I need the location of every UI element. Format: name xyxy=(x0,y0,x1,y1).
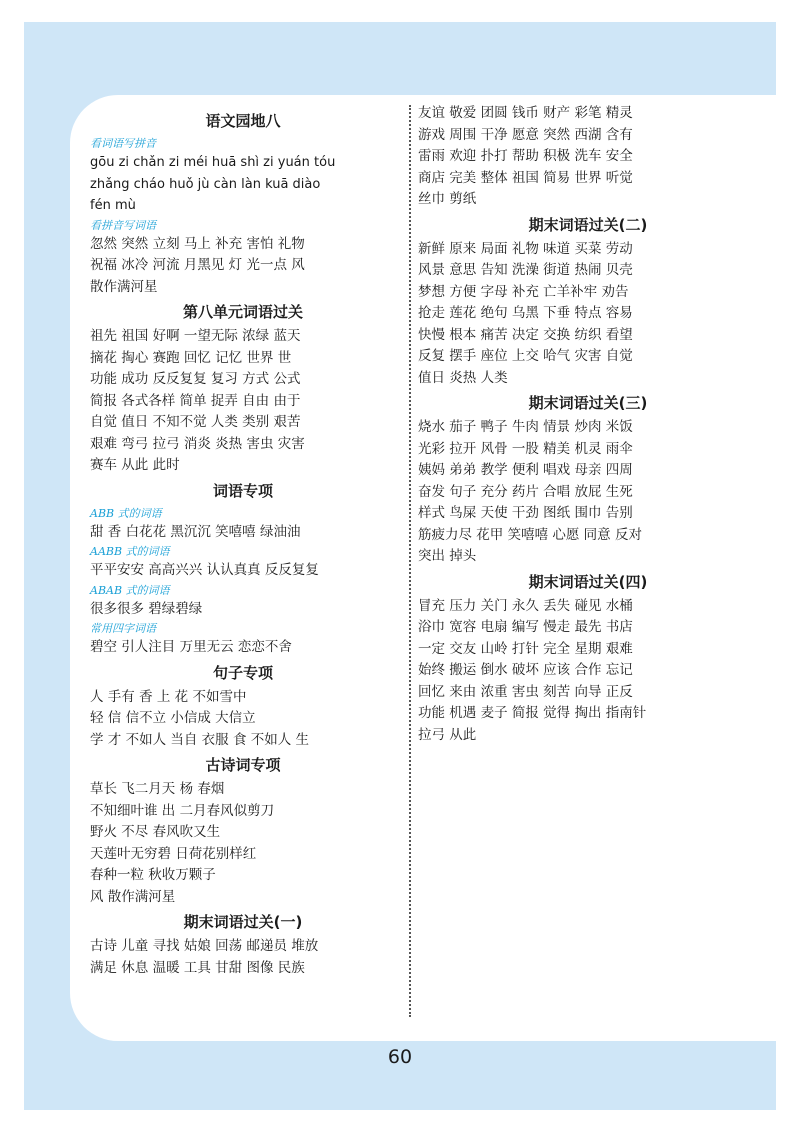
word-line: 样式 鸟屎 天使 干劲 图纸 围巾 告别 xyxy=(418,505,633,521)
word-line: 碧空 引人注目 万里无云 恋恋不舍 xyxy=(90,639,292,655)
word-line: 古诗 儿童 寻找 姑娘 回荡 邮递员 堆放 xyxy=(90,938,319,954)
word-line: 反复 摆手 座位 上交 哈气 灾害 自觉 xyxy=(418,348,633,364)
word-line: 突出 掉头 xyxy=(418,548,477,564)
word-line: 奋发 句子 充分 药片 合唱 放屁 生死 xyxy=(418,483,633,500)
section-title: 第八单元词语过关 xyxy=(182,303,303,321)
word-line: 商店 完美 整体 祖国 简易 世界 听觉 xyxy=(418,169,633,186)
pinyin-line: gōu zi chǎn zi méi huā shì zi yuán tóu xyxy=(90,155,336,170)
subheading: 常用四字词语 xyxy=(90,622,156,635)
page-number: 60 xyxy=(387,1046,413,1068)
section-title: 句子专项 xyxy=(212,663,273,682)
pinyin-line: fén mù xyxy=(90,198,136,213)
word-line: 回忆 来由 浓重 害虫 刻苦 向导 正反 xyxy=(418,683,633,700)
section-title: 期末词语过关(一) xyxy=(183,913,303,931)
word-line: 冒充 压力 关门 永久 丢失 碰见 水桶 xyxy=(418,597,633,614)
word-line: 忽然 突然 立刻 马上 补充 害怕 礼物 xyxy=(90,235,305,252)
answer-sheet xyxy=(70,95,776,1041)
section-title: 期末词语过关(三) xyxy=(528,394,648,412)
word-line: 一定 交友 山岭 打针 完全 星期 艰难 xyxy=(418,640,633,657)
word-line: 筋疲力尽 花甲 笑嘻嘻 心愿 同意 反对 xyxy=(418,526,642,543)
subheading: 看拼音写词语 xyxy=(90,218,156,232)
word-line: 雷雨 欢迎 扑打 帮助 积极 洗车 安全 xyxy=(418,148,633,164)
poem-line: 春种一粒 秋收万颗子 xyxy=(90,867,216,883)
sentence-line: 轻 信 信不立 小信成 大信立 xyxy=(90,710,256,726)
poem-line: 草长 飞二月天 杨 春烟 xyxy=(90,781,225,797)
word-line: 光彩 拉开 风骨 一股 精美 机灵 雨伞 xyxy=(418,440,633,457)
word-line: 抢走 莲花 绝句 乌黑 下垂 特点 容易 xyxy=(418,305,633,321)
word-line: 简报 各式各样 简单 捉弄 自由 由于 xyxy=(90,392,301,409)
poem-line: 风 散作满河星 xyxy=(90,888,176,905)
section-title: 期末词语过关(四) xyxy=(528,572,648,591)
word-line: 很多很多 碧绿碧绿 xyxy=(90,600,203,617)
word-line: 散作满河星 xyxy=(90,278,158,295)
left-column xyxy=(90,107,396,979)
word-line: 值日 炎热 人类 xyxy=(418,369,508,386)
section-title: 词语专项 xyxy=(212,481,273,500)
sentence-line: 学 才 不如人 当自 衣服 食 不如人 生 xyxy=(90,731,310,748)
word-line: 游戏 周围 干净 愿意 突然 西湖 含有 xyxy=(418,126,633,143)
subheading: ABAB 式的词语 xyxy=(90,583,170,597)
word-line: 甜 香 白花花 黑沉沉 笑嘻嘻 绿油油 xyxy=(90,523,301,540)
word-line: 快慢 根本 痛苦 决定 交换 纺织 看望 xyxy=(418,326,633,343)
pinyin-line: zhǎng cháo huǒ jù càn làn kuā diào xyxy=(90,176,321,192)
right-column xyxy=(418,103,758,746)
word-line: 友谊 敬爱 团圆 钱币 财产 彩笔 精灵 xyxy=(418,105,633,121)
subheading: AABB 式的词语 xyxy=(90,545,170,558)
word-line: 姨妈 弟弟 教学 便利 唱戏 母亲 四周 xyxy=(418,462,633,478)
word-line: 新鲜 原来 局面 礼物 味道 买菜 劳动 xyxy=(418,240,633,257)
subheading: ABB 式的词语 xyxy=(90,506,162,520)
word-line: 艰难 弯弓 拉弓 消炎 炎热 害虫 灾害 xyxy=(90,435,305,452)
word-line: 风景 意思 告知 洗澡 街道 热闹 贝壳 xyxy=(418,262,633,278)
column-divider xyxy=(409,105,411,1017)
word-line: 始终 搬运 倒水 破坏 应该 合作 忘记 xyxy=(418,662,633,678)
word-line: 梦想 方便 字母 补充 亡羊补牢 劝告 xyxy=(418,283,629,300)
word-line: 平平安安 高高兴兴 认认真真 反反复复 xyxy=(90,562,319,578)
section-title: 期末词语过关(二) xyxy=(528,215,648,234)
word-line: 自觉 值日 不知不觉 人类 类别 艰苦 xyxy=(90,414,301,430)
word-line: 摘花 掏心 赛跑 回忆 记忆 世界 世 xyxy=(90,349,292,366)
poem-line: 天莲叶无穷碧 日荷花别样红 xyxy=(90,845,257,862)
section-title: 语文园地八 xyxy=(205,112,281,130)
word-line: 丝巾 剪纸 xyxy=(418,191,477,207)
word-line: 烧水 茄子 鸭子 牛肉 情景 炒肉 米饭 xyxy=(418,419,633,435)
word-line: 祖先 祖国 好啊 一望无际 浓绿 蓝天 xyxy=(90,328,301,344)
poem-line: 野火 不尽 春风吹又生 xyxy=(90,824,221,840)
word-line: 功能 成功 反反复复 复习 方式 公式 xyxy=(90,371,301,387)
word-line: 拉弓 从此 xyxy=(418,726,477,743)
sentence-line: 人 手有 香 上 花 不如雪中 xyxy=(90,688,247,705)
word-line: 祝福 冰冷 河流 月黑见 灯 光一点 风 xyxy=(90,257,305,273)
word-line: 满足 休息 温暖 工具 甘甜 图像 民族 xyxy=(90,959,305,976)
word-line: 功能 机遇 麦子 简报 觉得 掏出 指南针 xyxy=(418,705,647,721)
subheading: 看词语写拼音 xyxy=(90,137,156,150)
word-line: 浴巾 宽容 电扇 编写 慢走 最先 书店 xyxy=(418,619,633,635)
word-line: 赛车 从此 此时 xyxy=(90,457,180,473)
section-title: 古诗词专项 xyxy=(205,756,281,774)
poem-line: 不知细叶谁 出 二月春风似剪刀 xyxy=(90,802,275,819)
